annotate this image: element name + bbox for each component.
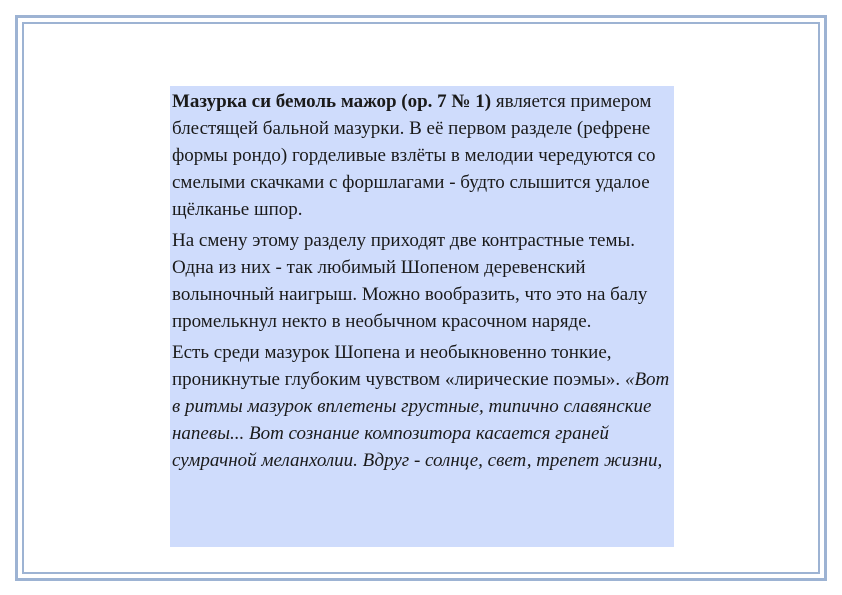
text-box [170,86,674,547]
paragraph-1-text: является примером блестящей бальной мазурки. В её первом разделе (рефрене формы рондо) горделивые взлёты в мелодии чередуются со смелыми скачками с форшлагами - будто слышится удалое щёлканье шпор. [172,91,656,220]
paragraph-3-quote: «Вот в ритмы мазурок вплетены грустные, типично славянские напевы... Вот сознание композитора касается граней сумрачной меланхолии. Вдруг - солнце, свет, трепет жизни, [172,369,670,471]
paragraph-3-text: Есть среди мазурок Шопена и необыкновенно тонкие, проникнутые глубоким чувством «лирические поэмы». [172,342,625,390]
paragraph-3 [172,339,674,474]
paragraph-2 [172,227,674,335]
paragraph-1 [172,88,674,223]
paragraph-2-text: На смену этому разделу приходят две контрастные темы. Одна из них - так любимый Шопеном деревенский волыночный наигрыш. Можно вообразить, что это на балу промелькнул некто в необычном красочном наряде. [172,230,648,332]
paragraph-1-title: Мазурка си бемоль мажор (ор. 7 № 1) [172,91,492,112]
